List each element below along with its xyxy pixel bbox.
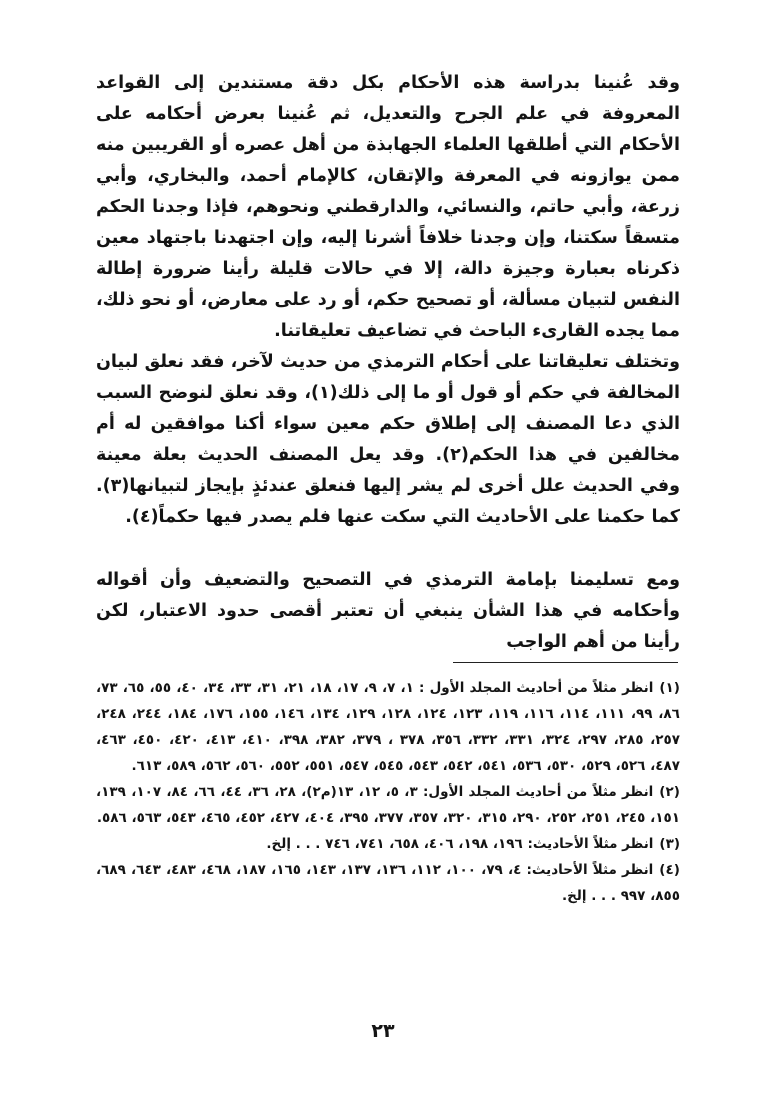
footnote-text: انظر مثلاً الأحاديث: ٤، ٧٩، ١٠٠، ١١٢، ١٣٦، ١٣٧، ١٤٣، ١٦٥، ١٨٧، ٤٦٨، ٤٨٣، ٦٤٣، ٦٨٩، ٨٥٥، ٩٩٧ . . . إلخ.: [96, 862, 680, 904]
footnotes: [96, 675, 680, 909]
footnote-item: [96, 675, 680, 779]
footnote-item: [96, 857, 680, 909]
body-paragraph: وقد عُنينا بدراسة هذه الأحكام بكل دقة مستندين إلى القواعد المعروفة في علم الجرح والتعديل، ثم عُنينا بعرض أحكامه على الأحكام التي أطلقها العلماء الجهابذة من أهل عصره أو القريبين منه ممن يوازونه في المعرفة والإتقان، كالإمام أحمد، والبخاري، وأبي زرعة، وأبي حاتم، والنسائي، والدارقطني ونحوهم، فإذا وجدنا الحكم متسقاً سكتنا، وإن وجدنا خلافاً أشرنا إليه، وإن اجتهدنا باجتهاد معين ذكرناه بعبارة وجيزة دالة، إلا في حالات قليلة رأينا ضرورة إطالة النفس لتبيان مسألة، أو تصحيح حكم، أو رد على معارض، أو نحو ذلك، مما يجده القارىء الباحث في تضاعيف تعليقاتنا.: [96, 73, 680, 341]
body-paragraph: ومع تسليمنا بإمامة الترمذي في التصحيح والتضعيف وأن أقواله وأحكامه في هذا الشأن ينبغي أن تعتبر أقصى حدود الاعتبار، لكن رأينا من أهم الواجب: [96, 570, 680, 652]
footnote-text: انظر مثلاً من أحاديث المجلد الأول : ١، ٧، ٩، ١٧، ١٨، ٢١، ٣١، ٣٣، ٣٤، ٤٠، ٥٥، ٦٥، ٧٣، ٨٦، ٩٩، ١١١، ١١٤، ١١٦، ١١٩، ١٢٣، ١٢٤، ١٢٨، ١٢٩، ١٣٤، ١٤٦، ١٥٥، ١٧٦، ١٨٤، ٢٤٤، ٢٤٨، ٢٥٧، ٢٨٥، ٢٩٧، ٣٢٤، ٣٣١، ٣٣٢، ٣٥٦، ٣٧٨ ، ٣٧٩، ٣٨٢، ٣٩٨، ٤١٠، ٤١٣، ٤٢٠، ٤٥٠، ٤٦٣، ٤٨٧، ٥٢٦، ٥٢٩، ٥٣٠، ٥٣٦، ٥٤١، ٥٤٢، ٥٤٣، ٥٤٥، ٥٤٧، ٥٥١، ٥٥٢، ٥٦٠، ٥٦٢، ٥٨٩، ٦١٣.: [96, 680, 680, 774]
footnote-item: [96, 831, 680, 857]
footnote-number: (٤): [659, 862, 680, 878]
body-paragraph: وتختلف تعليقاتنا على أحكام الترمذي من حديث لآخر، فقد نعلق لبيان المخالفة في حكم أو قول أو ما إلى ذلك(١)، وقد نعلق لنوضح السبب الذي دعا المصنف إلى إطلاق حكم معين سواء أكنا موافقين له أم مخالفين في هذا الحكم(٢). وقد يعل المصنف الحديث بعلة معينة وفي الحديث علل أخرى لم يشر إليها فنعلق عندئذٍ بإيجاز لتبيانها(٣). كما حكمنا على الأحاديث التي سكت عنها فلم يصدر فيها حكماً(٤).: [96, 352, 681, 527]
footnote-number: (٣): [659, 836, 680, 852]
footnote-text: انظر مثلاً الأحاديث: ١٩٦، ١٩٨، ٤٠٦، ٦٥٨، ٧٤١، ٧٤٦ . . . إلخ.: [266, 836, 654, 852]
footnote-item: [96, 779, 680, 831]
footnote-number: (١): [659, 680, 680, 696]
footnote-text: انظر مثلاً من أحاديث المجلد الأول: ٣، ٥، ١٢، ١٣(م٢)، ٢٨، ٣٦، ٤٤، ٦٦، ٨٤، ١٠٧، ١٣٩، ١٥١، ٢٤٥، ٢٥١، ٢٥٢، ٢٩٠، ٣١٥، ٣٢٠، ٣٥٧، ٣٧٧، ٣٩٥، ٤٠٤، ٤٢٧، ٤٥٢، ٤٦٥، ٥٤٣، ٥٦٣، ٥٨٦.: [96, 784, 680, 826]
footnote-separator: [453, 662, 678, 663]
footnote-number: (٢): [659, 784, 680, 800]
page-number: ٢٣: [371, 1020, 395, 1042]
